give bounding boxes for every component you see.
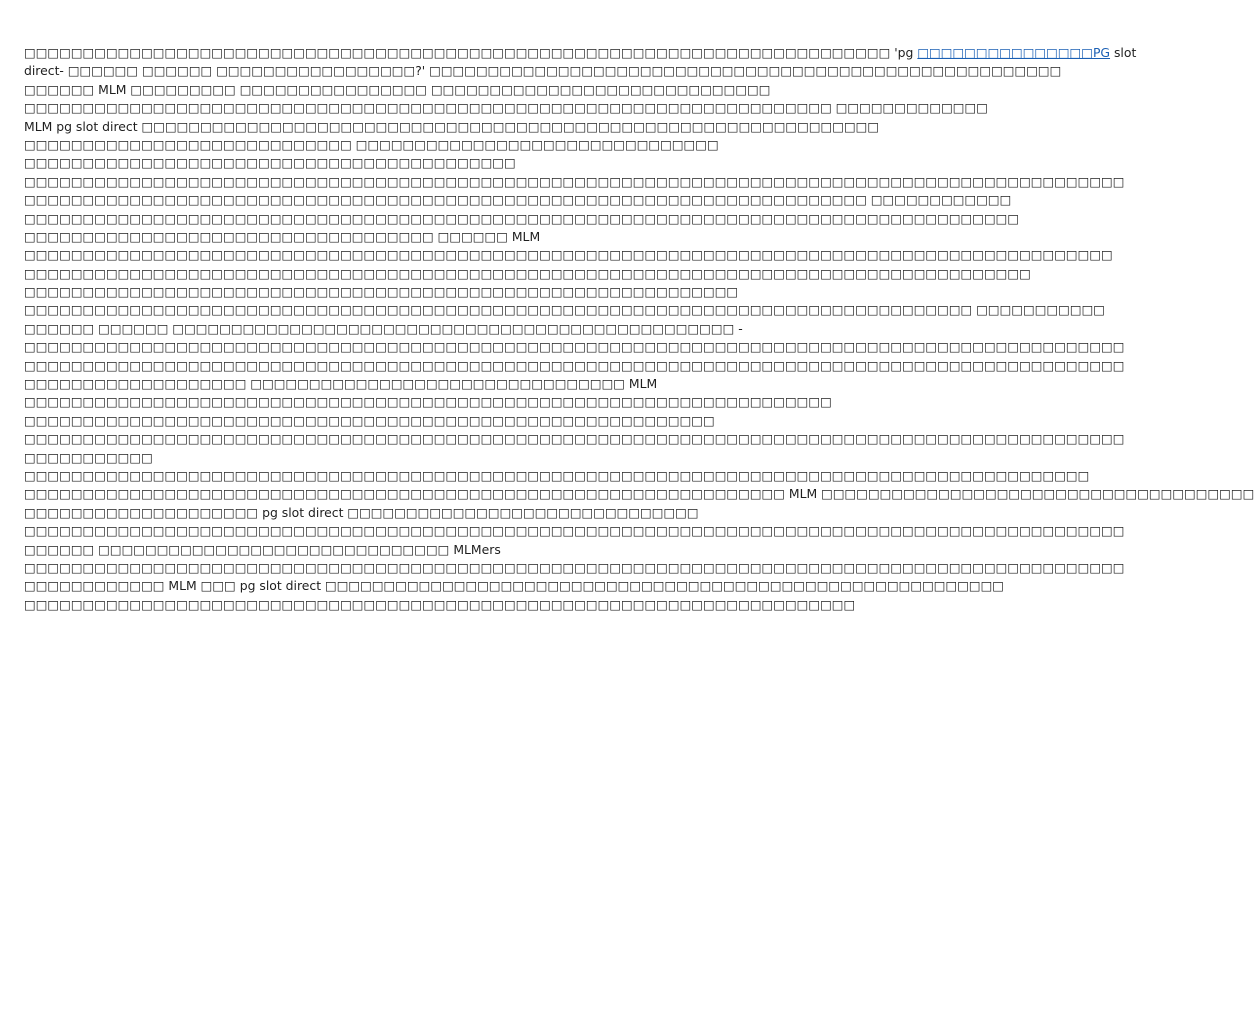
text-line: □□□□□□□□□□□□□□□□□□□□ pg slot direct □□□□□□□□□□□□□□□□□□□□□□□□□□□□□□ bbox=[24, 504, 699, 520]
text-line: □□□□□□□□□□□□□□□□□□□□□□□□□□□□□□□□□□□□□□□□□□□□□□□□□□□□□□□□□□□□□□□□□ MLM □□□□□□□□□□□□□□□□□□□□□□□□□□□□□□□□□□□□□ bbox=[24, 486, 1254, 502]
text-line: □□□□□□□□□□□□□□□□□□□□□□□□□□□□□□□□□□□□□□□□□□□□□□□□□□□□□□□□□□□□□□□□□□□□□□□□□□□□□□□□□□□□□□□□□□□□□□ bbox=[24, 173, 1125, 189]
text-line: direct- □□□□□□ □□□□□□ □□□□□□□□□□□□□□□□□?' □□□□□□□□□□□□□□□□□□□□□□□□□□□□□□□□□□□□□□□□□□□□□□□□□□□□□□ bbox=[24, 63, 1062, 79]
text-line: □□□□□□□□□□□□□□□□□□□□□□□□□□□□□□□□□□□□□□□□□□□□□□□□□□□□□□□□□□□□□□□□□□□□□□□□□□□□□□□□□□□□□□□□□□□□□□ bbox=[24, 559, 1125, 575]
text-line: □□□□□□□□□□□□□□□□□□□□□□□□□□□□□□□□□□□□□□□□□□□□□□□□□□□□□□□□□□□□□ bbox=[24, 284, 739, 300]
text-segment: slot bbox=[1110, 45, 1137, 60]
text-line: □□□□□□□□□□□□□□□□□□□ □□□□□□□□□□□□□□□□□□□□□□□□□□□□□□□□ MLM bbox=[24, 376, 658, 392]
text-line: □□□□□□□□□□□□□□□□□□□□□□□□□□□□□□□□□□□□□□□□□□□□□□□□□□□□□□□□□□□□□□□□□□□□□□□□□□□□□□□□□□□□□□□□□□□□□□ bbox=[24, 339, 1125, 355]
article-link[interactable]: □□□□□□□□□□□□□□□PG bbox=[917, 45, 1111, 60]
text-line: □□□□□□ □□□□□□ □□□□□□□□□□□□□□□□□□□□□□□□□□□□□□□□□□□□□□□□□□□□□□□□ - bbox=[24, 320, 743, 336]
text-line bbox=[24, 44, 1137, 62]
text-line: □□□□□□□□□□□□□□□□□□□□□□□□□□□□□□□□□□□□□□□□□□□□□□□□□□□□□□□□□□□ bbox=[24, 412, 715, 428]
text-line: □□□□□□□□□□□□□□□□□□□□□□□□□□□□□□□□□□□□□□□□□□□□□□□□□□□□□□□□□□□□□□□□□□□□□□□□□□□□□□□□□□□□□□ bbox=[24, 265, 1031, 281]
text-line: □□□□□□□□□□□□□□□□□□□□□□□□□□□□□□□□□□□□□□□□□□□□□□□□□□□□□□□□□□□□□□□□□□□□□□□□□□□□□□□□□□□□□□□□□□□ bbox=[24, 467, 1090, 483]
text-line: □□□□□□□□□□□□□□□□□□□□□□□□□□□□□□□□□□□□□□□□□□□□□□□□□□□□□□□□□□□□□□□□□□□□□□□□ □□□□□□□□□□□□ bbox=[24, 192, 1012, 208]
text-line: □□□□□□□□□□□□□□□□□□□□□□□□□□□□□□□□□□□□□□□□□□□□□□□□□□□□□□□□□□□□□□□□□□□□□□□□□□□□□□□□□□□□□□□□□□□□□ bbox=[24, 247, 1113, 263]
text-line: □□□□□□□□□□□□□□□□□□□□□□□□□□□□□□□□□□□□□□□□□□□□□□□□□□□□□□□□□□□□□□□□□□□□□ bbox=[24, 394, 832, 410]
text-line: □□□□□□□□□□□□□□□□□□□□□□□□□□□□□□□□□□□□□□□□□□□□□□□□□□□□□□□□□□□□□□□□□□□□□□□□□□□□□□□□□ □□□□□□□□□□□ bbox=[24, 302, 1105, 318]
text-line: MLM pg slot direct □□□□□□□□□□□□□□□□□□□□□□□□□□□□□□□□□□□□□□□□□□□□□□□□□□□□□□□□□□□□□□□ bbox=[24, 118, 880, 134]
text-line: □□□□□□□□□□□□□□□□□□□□□□□□□□□□□□□□□□□□□□□□□□□□□□□□□□□□□□□□□□□□□□□□□□□□□□□□□□□□□□□□□□□□□ bbox=[24, 210, 1020, 226]
text-line: □□□□□□□□□□□□□□□□□□□□□□□□□□□□ □□□□□□□□□□□□□□□□□□□□□□□□□□□□□□□ bbox=[24, 136, 719, 152]
text-segment: □□□□□□□□□□□□□□□□□□□□□□□□□□□□□□□□□□□□□□□□□□□□□□□□□□□□□□□□□□□□□□□□□□□□□□□□□□ 'pg bbox=[24, 45, 918, 60]
text-line: □□□□□□□□□□□□□□□□□□□□□□□□□□□□□□□□□□□□□□□□□□ bbox=[24, 155, 516, 171]
text-line: □□□□□□ □□□□□□□□□□□□□□□□□□□□□□□□□□□□□□ MLMers bbox=[24, 541, 501, 557]
text-line: □□□□□□□□□□□□□□□□□□□□□□□□□□□□□□□□□□□□□□□□□□□□□□□□□□□□□□□□□□□□□□□□□□□□□□□□□□□□□□□□□□□□□□□□□□□□□□ bbox=[24, 523, 1125, 539]
text-line: □□□□□□□□□□□□□□□□□□□□□□□□□□□□□□□□□□□□□□□□□□□□□□□□□□□□□□□□□□□□□□□□□□□□□ □□□□□□□□□□□□□ bbox=[24, 100, 988, 116]
text-line: □□□□□□□□□□□□□□□□□□□□□□□□□□□□□□□□□□□□□□□□□□□□□□□□□□□□□□□□□□□□□□□□□□□□□□□□□□□□□□□□□□□□□□□□□□□□□□ bbox=[24, 431, 1125, 447]
article-body bbox=[24, 44, 1254, 614]
text-line: □□□□□□□□□□□□ MLM □□□ pg slot direct □□□□□□□□□□□□□□□□□□□□□□□□□□□□□□□□□□□□□□□□□□□□□□□□□□□□□□□□□□ bbox=[24, 578, 1005, 594]
text-line: □□□□□□□□□□□□□□□□□□□□□□□□□□□□□□□□□□□□□□□□□□□□□□□□□□□□□□□□□□□□□□□□□□□□□□□□□□□□□□□□□□□□□□□□□□□□□□ bbox=[24, 357, 1125, 373]
text-line: □□□□□□□□□□□□□□□□□□□□□□□□□□□□□□□□□□□ □□□□□□ MLM bbox=[24, 228, 541, 244]
text-line: □□□□□□□□□□□ bbox=[24, 449, 153, 465]
text-line: □□□□□□ MLM □□□□□□□□□ □□□□□□□□□□□□□□□□ □□□□□□□□□□□□□□□□□□□□□□□□□□□□□ bbox=[24, 81, 771, 97]
text-line: □□□□□□□□□□□□□□□□□□□□□□□□□□□□□□□□□□□□□□□□□□□□□□□□□□□□□□□□□□□□□□□□□□□□□□□ bbox=[24, 596, 856, 612]
